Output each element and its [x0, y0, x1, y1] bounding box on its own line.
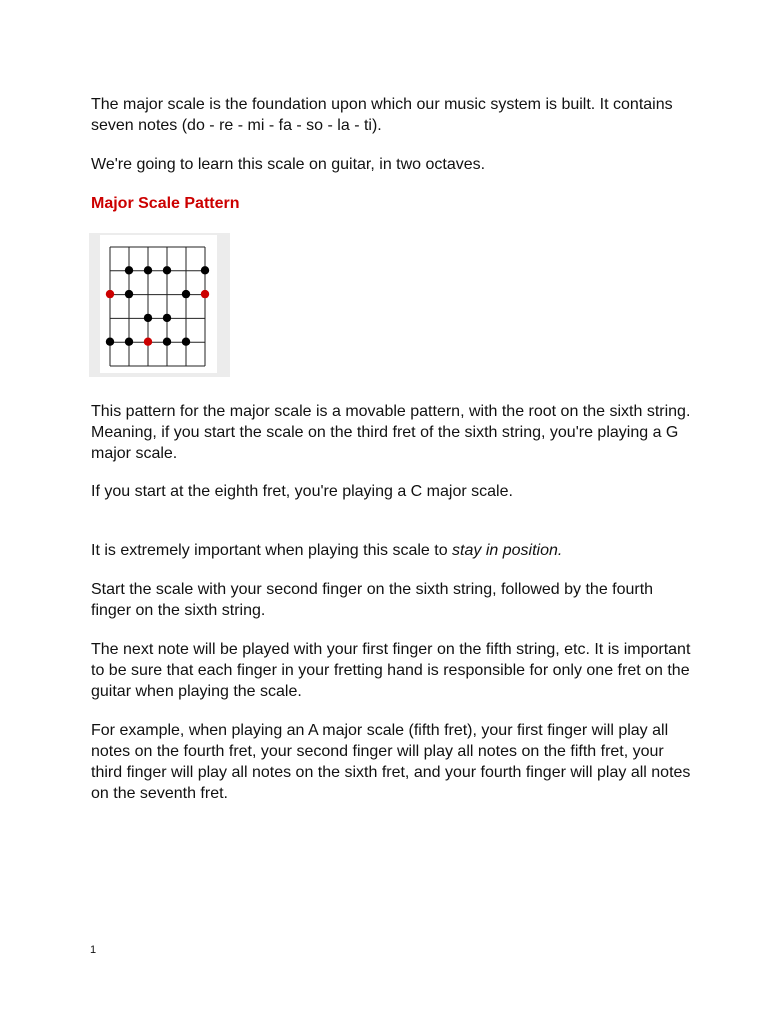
root-note-dot: [106, 290, 114, 298]
document-page: [91, 94, 691, 804]
scale-note-dot: [201, 266, 209, 274]
major-scale-diagram: [89, 233, 230, 377]
important-emphasis: stay in position.: [452, 542, 563, 559]
scale-note-dot: [144, 266, 152, 274]
stay-in-position-paragraph: [91, 540, 691, 561]
eighth-fret-paragraph: If you start at the eighth fret, you're playing a C major scale.: [91, 483, 513, 500]
intro-paragraph: The major scale is the foundation upon which our music system is built. It contains seven notes (do - re - mi - fa - so - la - ti).: [91, 96, 673, 134]
example-paragraph: For example, when playing an A major scale (fifth fret), your first finger will play all notes on the fourth fret, your second finger will play all notes on the fifth fret, your third finger will play all notes on the sixth fret, and your fourth finger will play all notes on the seventh fret.: [91, 722, 691, 802]
scale-note-dot: [163, 338, 171, 346]
start-paragraph: Start the scale with your second finger on the sixth string, followed by the fourth finger on the sixth string.: [91, 581, 654, 619]
important-text: It is extremely important when playing this scale to: [91, 542, 453, 559]
scale-note-dot: [125, 290, 133, 298]
scale-note-dot: [182, 290, 190, 298]
movable-paragraph: This pattern for the major scale is a movable pattern, with the root on the sixth string. Meaning, if you start the scale on the third fret of the sixth string, you're playing a G major scale.: [91, 403, 691, 462]
scale-note-dot: [125, 266, 133, 274]
scale-note-dot: [163, 266, 171, 274]
scale-note-dot: [106, 338, 114, 346]
diagram-background: [100, 235, 217, 373]
section-heading: Major Scale Pattern: [91, 195, 240, 212]
root-note-dot: [144, 338, 152, 346]
root-note-dot: [201, 290, 209, 298]
page-number: 1: [90, 944, 97, 956]
fretboard-svg: [89, 233, 230, 377]
scale-note-dot: [125, 338, 133, 346]
scale-note-dot: [144, 314, 152, 322]
scale-note-dot: [163, 314, 171, 322]
next-note-paragraph: The next note will be played with your first finger on the fifth string, etc. It is important to be sure that each finger in your fretting hand is responsible for only one fret on the guitar when playing the scale.: [91, 641, 691, 700]
learn-paragraph: We're going to learn this scale on guitar, in two octaves.: [91, 156, 486, 173]
scale-note-dot: [182, 338, 190, 346]
